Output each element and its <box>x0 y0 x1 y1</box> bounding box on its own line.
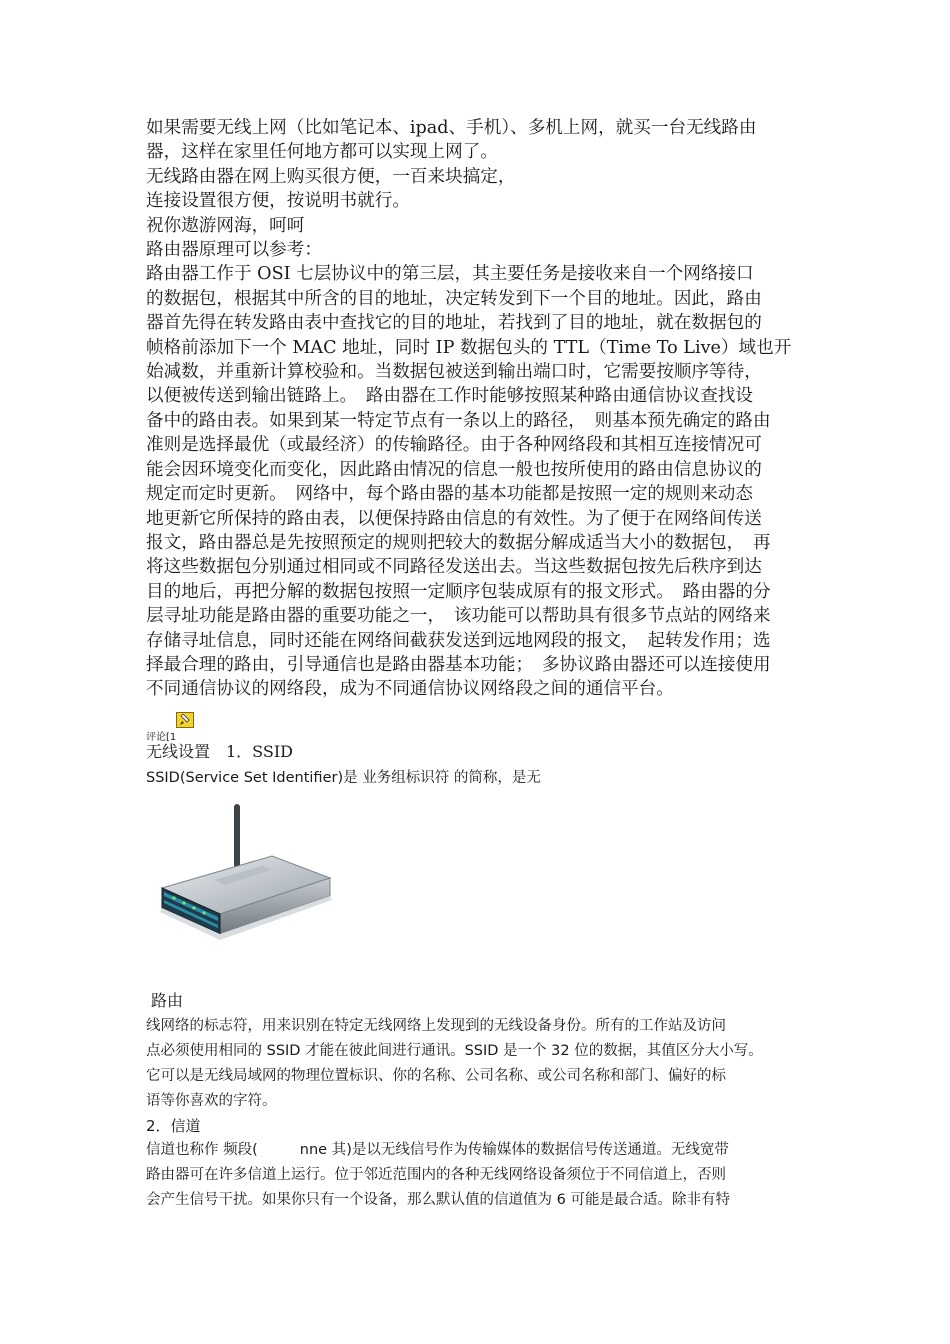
text-line: 规定而定时更新。 网络中，每个路由器的基本功能都是按照一定的规则来动态 <box>146 484 753 505</box>
text-line: 存储寻址信息，同时还能在网络间截获发送到远地网段的报文， 起转发作用；选 <box>146 630 771 651</box>
text-line: 路由器原理可以参考： <box>146 240 322 261</box>
text-line: 会产生信号干扰。如果你只有一个设备，那么默认值的信道值为 6 可能是最合适。除非有特 <box>146 1192 730 1208</box>
text-line: 点必须使用相同的 SSID 才能在彼此间进行通讯。SSID 是一个 32 位的数据，其值区分大小写。 <box>146 1043 763 1059</box>
text-line: 线网络的标志符，用来识别在特定无线网络上发现到的无线设备身份。所有的工作站及访问 <box>146 1018 726 1034</box>
text-line: 如果需要无线上网（比如笔记本、ipad、手机）、多机上网，就买一台无线路由 <box>146 118 757 138</box>
text-line: 将这些数据包分别通过相同或不同路径发送出去。当这些数据包按先后秩序到达 <box>146 557 762 578</box>
text-line: 备中的路由表。如果到某一特定节点有一条以上的路径， 则基本预先确定的路由 <box>146 410 771 431</box>
text-line: 地更新它所保持的路由表，以便保持路由信息的有效性。为了便于在网络间传送 <box>146 508 762 529</box>
image-caption: 路由 <box>151 991 184 1010</box>
text-line: 器，这样在家里任何地方都可以实现上网了。 <box>146 142 498 163</box>
text-line: 能会因环境变化而变化，因此路由情况的信息一般也按所使用的路由信息协议的 <box>146 459 762 480</box>
channel-paragraph <box>146 1138 811 1213</box>
text-line: 准则是选择最优（或最经济）的传输路径。由于各种网络段和其相互连接情况可 <box>146 435 762 456</box>
router-image <box>154 800 334 960</box>
text-line: 不同通信协议的网络段，成为不同通信协议网络段之间的通信平台。 <box>146 679 674 700</box>
text-line: 无线路由器在网上购买很方便，一百来块搞定， <box>146 166 516 187</box>
text-line: 目的地后，再把分解的数据包按照一定顺序包装成原有的报文形式。 路由器的分 <box>146 581 771 602</box>
text-line: 报文，路由器总是先按照预定的规则把较大的数据分解成适当大小的数据包， 再 <box>146 532 771 553</box>
text-line: 它可以是无线局域网的物理位置标识、你的名称、公司名称、或公司名称和部门、偏好的标 <box>146 1068 726 1084</box>
text-line <box>146 1138 811 1163</box>
text-fragment: nne 其 <box>299 1142 347 1158</box>
text-fragment: )是以无线信号作为传输媒体的数据信号传送通道。无线宽带 <box>346 1142 729 1158</box>
text-line: 以便被传送到输出链路上。 路由器在工作时能够按照某种路由通信协议查找设 <box>146 386 753 407</box>
text-line: 的数据包，根据其中所含的目的地址，决定转发到下一个目的地址。因此，路由 <box>146 288 762 309</box>
text-line: 层寻址功能是路由器的重要功能之一， 该功能可以帮助具有很多节点站的网络来 <box>146 606 771 627</box>
ssid-definition: SSID(Service Set Identifier)是 业务组标识符 的简称，是无 <box>146 770 541 786</box>
text-line: 帧格前添加下一个 MAC 地址，同时 IP 数据包头的 TTL（Time To Live）域也开 <box>146 337 792 358</box>
text-line: 始减数，并重新计算校验和。当数据包被送到输出端口时，它需要按顺序等待， <box>146 362 762 383</box>
comment-icon[interactable] <box>176 712 194 728</box>
channel-heading: 2．信道 <box>146 1117 201 1135</box>
comment-label: 评论[1 <box>146 732 177 743</box>
section-heading: 无线设置 1．SSID <box>146 742 293 761</box>
text-line: 器首先得在转发路由表中查找它的目的地址，若找到了目的地址，就在数据包的 <box>146 313 762 334</box>
text-line: 连接设置很方便，按说明书就行。 <box>146 191 410 212</box>
article-body <box>146 116 811 702</box>
text-line: 路由器工作于 OSI 七层协议中的第三层，其主要任务是接收来自一个网络接口 <box>146 264 754 285</box>
text-line: 路由器可在许多信道上运行。位于邻近范围内的各种无线网络设备须位于不同信道上，否则 <box>146 1167 726 1183</box>
text-line: 祝你遨游网海，呵呵 <box>146 215 305 236</box>
text-fragment: 信道也称作 频段( <box>146 1142 258 1158</box>
text-line: 语等你喜欢的字符。 <box>146 1093 277 1109</box>
ssid-paragraph <box>146 1014 811 1114</box>
text-line: 择最合理的路由，引导通信也是路由器基本功能； 多协议路由器还可以连接使用 <box>146 654 771 675</box>
